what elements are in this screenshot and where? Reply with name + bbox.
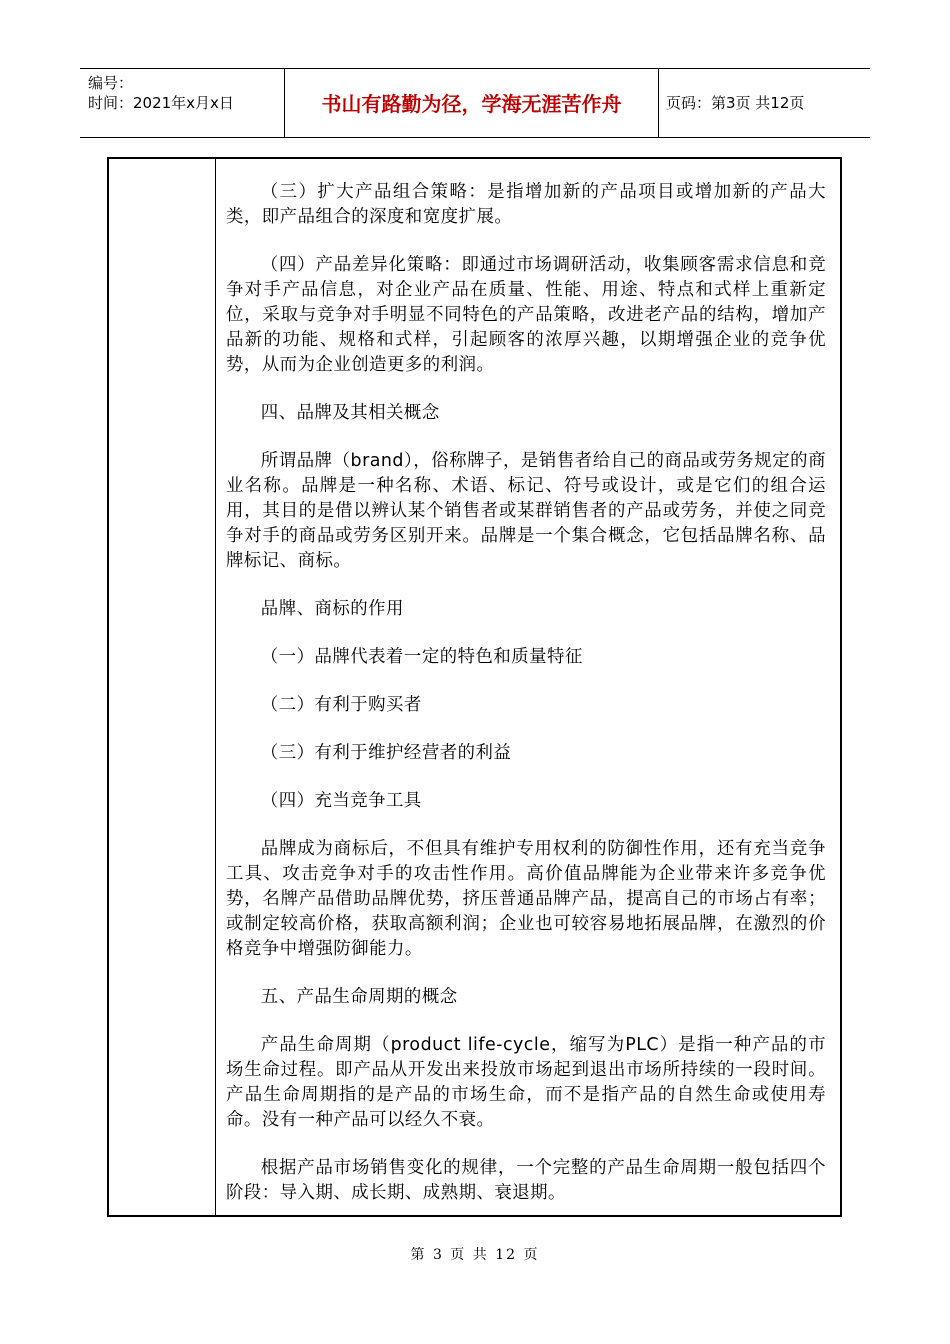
list-item-function-3: （三）有利于维护经营者的利益	[260, 743, 512, 763]
paragraph-brand-definition: 所谓品牌（brand），俗称牌子，是销售者给自己的商品或劳务规定的商业名称。品牌是一种名称、术语、标记、符号或设计，或是它们的组合运用，其目的是借以辨认某个销售者或某群销售者的产品或劳务，并使之同竞争对手的商品或劳务区别开来。品牌是一个集合概念，它包括品牌名称、品牌标记、商标。	[226, 451, 826, 571]
list-item-function-1: （一）品牌代表着一定的特色和质量特征	[260, 647, 583, 667]
page-header	[80, 68, 870, 138]
page-footer: 第 3 页 共 12 页	[410, 1247, 540, 1263]
paragraph-expand-product-mix: （三）扩大产品组合策略：是指增加新的产品项目或增加新的产品大类，即产品组合的深度和宽度扩展。	[226, 182, 826, 227]
header-meta	[88, 73, 234, 113]
document-date: 时间：2021年x月x日	[88, 94, 234, 112]
paragraph-plc-stages: 根据产品市场销售变化的规律，一个完整的产品生命周期一般包括四个阶段：导入期、成长期、成熟期、衰退期。	[226, 1158, 826, 1203]
list-item-function-2: （二）有利于购买者	[260, 695, 422, 715]
header-divider-right	[658, 69, 659, 137]
section-heading-plc: 五、产品生命周期的概念	[260, 987, 458, 1007]
header-motto: 书山有路勤为径，学海无涯苦作舟	[321, 92, 622, 116]
document-number: 编号：	[88, 74, 134, 92]
list-item-function-4: （四）充当竞争工具	[260, 791, 422, 811]
paragraph-product-differentiation: （四）产品差异化策略：即通过市场调研活动，收集顾客需求信息和竞争对手产品信息，对企业产品在质量、性能、用途、特点和式样上重新定位，采取与竞争对手明显不同特色的产品策略，改进老产品的结构，增加产品新的功能、规格和式样，引起顾客的浓厚兴趣，以期增强企业的竞争优势，从而为企业创造更多的利润。	[226, 255, 826, 375]
content-text	[226, 180, 826, 1229]
paragraph-plc-definition: 产品生命周期（product life-cycle，缩写为PLC）是指一种产品的市场生命过程。即产品从开发出来投放市场起到退出市场所持续的一段时间。产品生命周期指的是产品的市场生命，而不是指产品的自然生命或使用寿命。没有一种产品可以经久不衰。	[226, 1035, 826, 1130]
header-page-number: 页码：第3页 共12页	[666, 94, 805, 112]
section-heading-brand: 四、品牌及其相关概念	[260, 403, 440, 423]
paragraph-trademark-role: 品牌成为商标后，不但具有维护专用权利的防御性作用，还有充当竞争工具、攻击竞争对手的攻击性作用。高价值品牌能为企业带来许多竞争优势，名牌产品借助品牌优势，挤压普通品牌产品，提高自己的市场占有率；或制定较高价格，获取高额利润；企业也可较容易地拓展品牌，在激烈的价格竞争中增强防御能力。	[226, 839, 826, 959]
content-table-column-divider	[215, 157, 216, 1217]
subheading-brand-functions: 品牌、商标的作用	[260, 599, 404, 619]
